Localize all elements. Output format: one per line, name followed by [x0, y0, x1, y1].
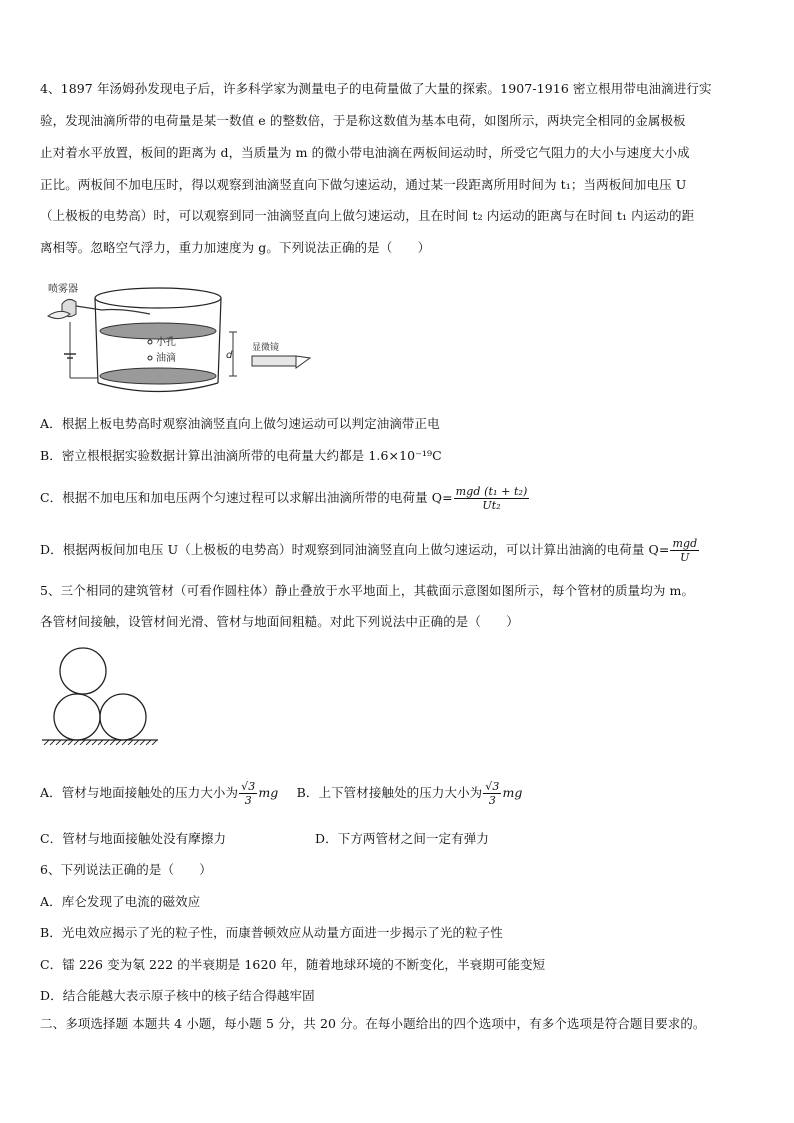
cylinder-right-wall	[218, 298, 221, 383]
q6-option-a: A．库仑发现了电流的磁效应	[40, 894, 201, 909]
q5-options-ab	[40, 776, 756, 810]
q4-stem-line2: 验，发现油滴所带的电荷量是某一数值 e 的整数倍，于是称这数值为基本电荷，如图所示，两块完全相同的金属极板	[40, 113, 686, 128]
q4-option-d-denominator: U	[680, 551, 690, 564]
q5-option-b-fraction	[483, 780, 501, 807]
q4-stem-line4: 正比。两板间不加电压时，得以观察到油滴竖直向下做匀速运动，通过某一段距离所用时间为 t₁；当两板间加电压 U	[40, 177, 687, 192]
q5-option-b-denominator: 3	[488, 794, 496, 807]
q4-stem-line1: 4、1897 年汤姆孙发现电子后，许多科学家为测量电子的电荷量做了大量的探索。1907-1916 密立根用带电油滴进行实	[40, 81, 712, 96]
q4-option-a: A．根据上板电势高时观察油滴竖直向上做匀速运动可以判定油滴带正电	[40, 416, 440, 431]
q6-option-b: B．光电效应揭示了光的粒子性，而康普顿效应从动量方面进一步揭示了光的粒子性	[40, 925, 503, 940]
q4-option-d-text: D．根据两板间加电压 U（上极板的电势高）时观察到同油滴竖直向上做匀速运动，可以计算出油滴的电荷量 Q=	[40, 542, 670, 557]
q5-options-cd	[40, 830, 756, 848]
q6-stem: 6、下列说法正确的是（ ）	[40, 862, 212, 877]
q4-option-c-fraction	[454, 485, 530, 512]
q4-option-c-numerator: mgd (t₁ + t₂)	[455, 485, 528, 498]
ground-hatching	[44, 740, 157, 745]
cylinder-top-rim	[95, 288, 221, 308]
q5-option-a-numerator: √3	[241, 780, 256, 793]
hole-label: 小孔	[156, 337, 176, 348]
lower-plate	[100, 368, 216, 384]
hole-marker	[148, 340, 152, 344]
q5-stem-line2: 各管材间接触，设管材间光滑、管材与地面间粗糙。对此下列说法中正确的是（ ）	[40, 614, 519, 629]
drop-marker	[148, 356, 152, 360]
millikan-apparatus-figure	[40, 278, 330, 400]
q5-option-c: C．管材与地面接触处没有摩擦力	[40, 831, 227, 846]
stacked-pipes-figure	[40, 645, 160, 745]
q5-stem-line1: 5、三个相同的建筑管材（可看作圆柱体）静止叠放于水平地面上，其截面示意图如图所示，每个管材的质量均为 m。	[40, 583, 695, 598]
q6-option-d: D．结合能越大表示原子核中的核子结合得越牢固	[40, 988, 315, 1003]
q5-option-b-text: B．上下管材接触处的压力大小为	[296, 785, 483, 800]
q5-option-a-tail: mg	[258, 785, 279, 800]
q4-stem-line6: 离相等。忽略空气浮力，重力加速度为 g。下列说法正确的是（ ）	[40, 240, 431, 255]
q6-option-c: C．镭 226 变为氡 222 的半衰期是 1620 年，随着地球环境的不断变化，半衰期可能变短	[40, 957, 546, 972]
q5-option-b-numerator: √3	[485, 780, 500, 793]
q4-option-b: B．密立根根据实验数据计算出油滴所带的电荷量大约都是 1.6×10⁻¹⁹C	[40, 448, 442, 463]
q4-option-c	[40, 484, 756, 512]
sprayer-label: 喷雾器	[48, 284, 78, 295]
q4-option-c-text: C．根据不加电压和加电压两个匀速过程可以求解出油滴所带的电荷量 Q=	[40, 490, 453, 505]
q5-option-d: D．下方两管材之间一定有弹力	[315, 831, 489, 846]
q4-option-d	[40, 536, 756, 564]
q4-option-d-fraction	[670, 537, 699, 564]
q5-option-a-text: A．管材与地面接触处的压力大小为	[40, 785, 239, 800]
microscope-label: 显微镜	[252, 343, 280, 353]
q5-option-b-tail: mg	[502, 785, 523, 800]
cylinder-left-wall	[95, 298, 98, 383]
bottom-right-pipe	[100, 694, 146, 740]
q5-option-a-fraction	[239, 780, 257, 807]
microscope-tube	[252, 356, 296, 366]
q5-option-a-denominator: 3	[244, 794, 252, 807]
q4-stem-line5: （上极板的电势高）时，可以观察到同一油滴竖直向上做匀速运动，且在时间 t₂ 内运动的距离与在时间 t₁ 内运动的距	[40, 208, 695, 223]
q4-option-d-numerator: mgd	[672, 537, 698, 550]
distance-d-label: d	[226, 350, 233, 361]
sprayer-handle	[48, 311, 70, 318]
section2-header: 二、多项选择题 本题共 4 小题，每小题 5 分，共 20 分。在每小题给出的四个选项中，有多个选项是符合题目要求的。	[40, 1016, 706, 1031]
bottom-left-pipe	[54, 694, 100, 740]
top-pipe	[60, 648, 106, 694]
q4-option-c-denominator: Ut₂	[482, 499, 501, 512]
drop-label: 油滴	[156, 353, 176, 364]
q4-stem-line3: 止对着水平放置，板间的距离为 d，当质量为 m 的微小带电油滴在两板间运动时，所受它气阻力的大小与速度大小成	[40, 145, 690, 160]
microscope-eyepiece	[296, 356, 310, 368]
